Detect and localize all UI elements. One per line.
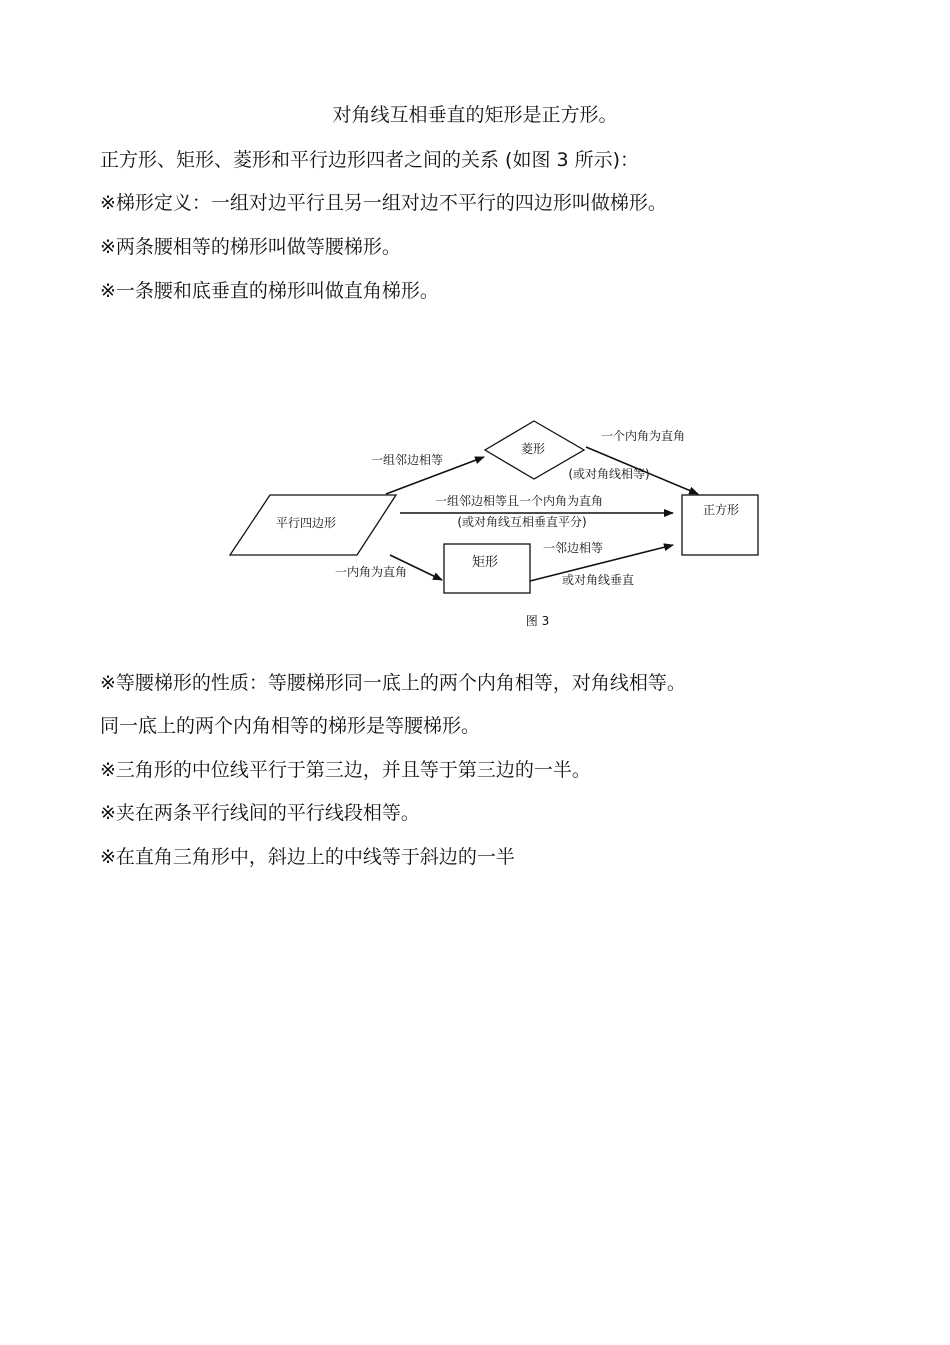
label-or-diagonals-perpendicular: 或对角线垂直 — [561, 573, 635, 587]
relation-intro: 正方形、矩形、菱形和平行边形四者之间的关系 (如图 3 所示)： — [100, 149, 640, 171]
trapezoid-definition: ※梯形定义：一组对边平行且另一组对边不平行的四边形叫做梯形。 — [100, 192, 667, 214]
rhombus-label: 菱形 — [520, 442, 546, 456]
parallel-segments-theorem: ※夹在两条平行线间的平行线段相等。 — [100, 802, 420, 824]
right-trapezoid-definition: ※一条腰和底垂直的梯形叫做直角梯形。 — [100, 280, 439, 302]
right-triangle-median-theorem: ※在直角三角形中，斜边上的中线等于斜边的一半 — [100, 846, 515, 868]
statement-diagonal-rectangle: 对角线互相垂直的矩形是正方形。 — [332, 104, 618, 126]
isosceles-trapezoid-criterion: 同一底上的两个内角相等的梯形是等腰梯形。 — [100, 715, 481, 737]
label-one-adjacent-side-equal: 一邻边相等 — [542, 541, 604, 555]
label-one-interior-right-angle: 一内角为直角 — [334, 565, 408, 579]
isosceles-trapezoid-property: ※等腰梯形的性质：等腰梯形同一底上的两个内角相等，对角线相等。 — [100, 672, 686, 694]
label-or-diagonals-equal: (或对角线相等) — [568, 467, 650, 481]
label-adjacent-sides-equal: 一组邻边相等 — [370, 453, 444, 467]
figure-caption: 图 3 — [525, 614, 550, 628]
label-or-diagonals-perpendicular-bisect: (或对角线互相垂直平分) — [457, 515, 587, 529]
triangle-midline-theorem: ※三角形的中位线平行于第三边，并且等于第三边的一半。 — [100, 759, 591, 781]
parallelogram-label: 平行四边形 — [275, 516, 337, 530]
square-label: 正方形 — [702, 503, 740, 517]
label-adjacent-equal-and-right-angle: 一组邻边相等且一个内角为直角 — [434, 494, 604, 508]
isosceles-trapezoid-definition: ※两条腰相等的梯形叫做等腰梯形。 — [100, 236, 401, 258]
rectangle-label: 矩形 — [471, 555, 499, 570]
label-one-right-angle: 一个内角为直角 — [600, 429, 686, 443]
